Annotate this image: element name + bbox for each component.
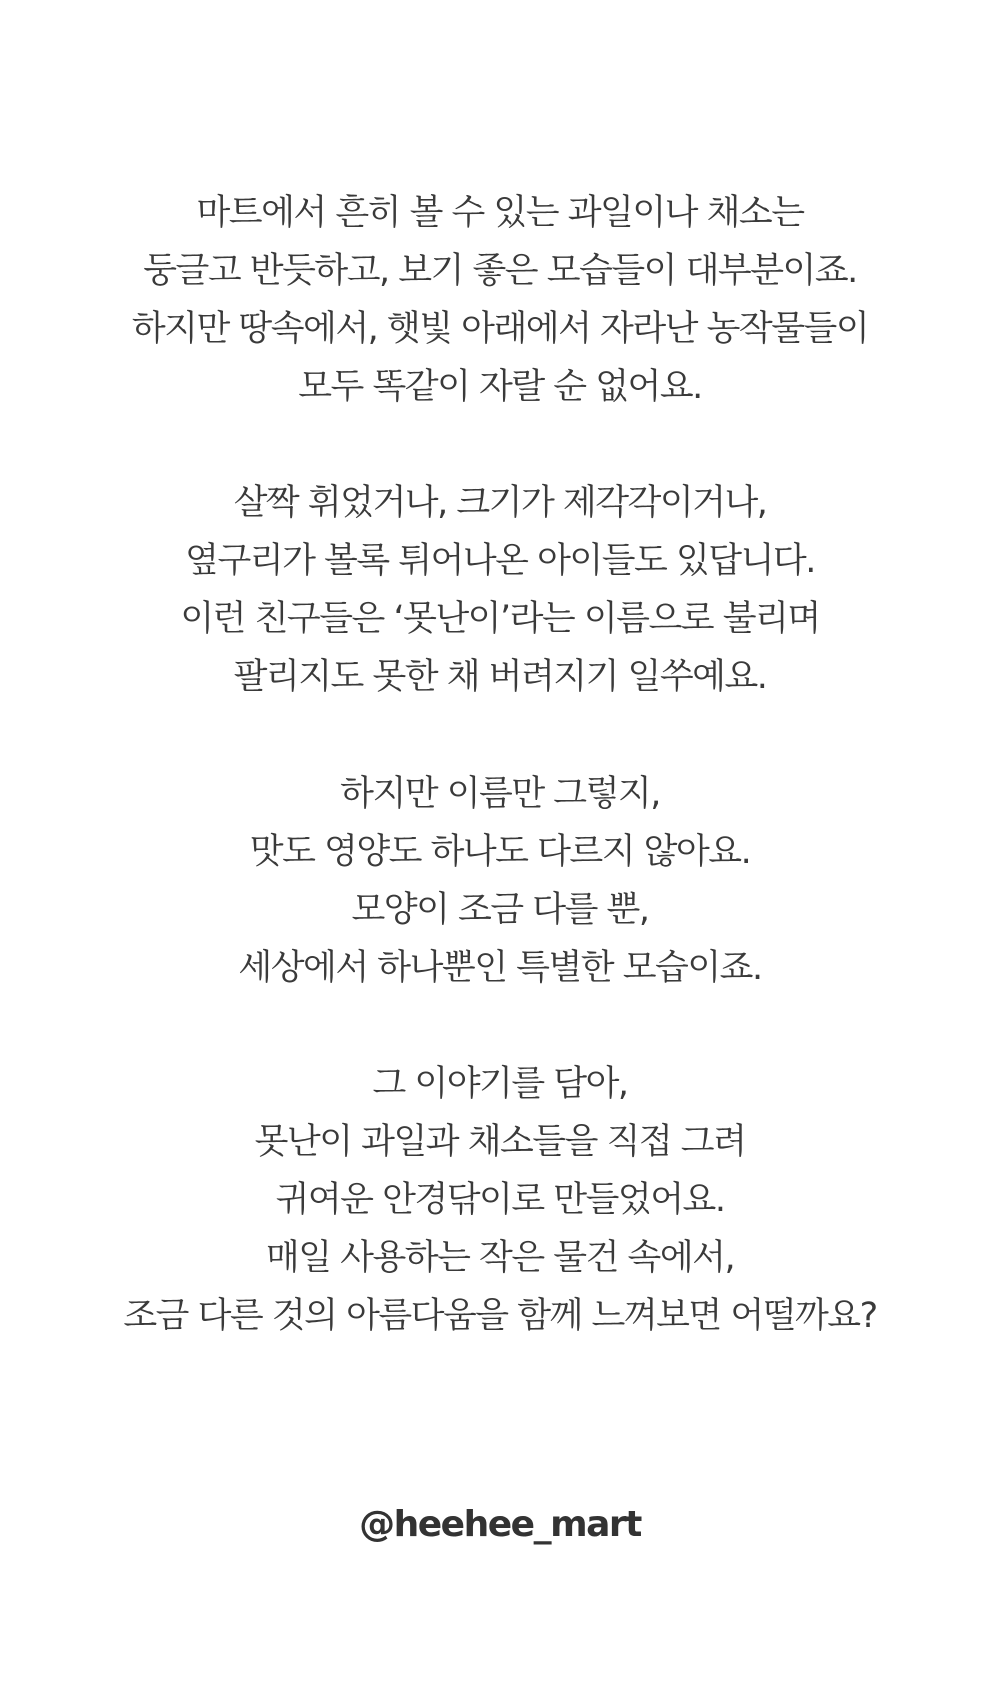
text-line: 세상에서 하나뿐인 특별한 모습이죠. [238, 948, 762, 988]
text-line: 옆구리가 볼록 튀어나온 아이들도 있답니다. [185, 541, 815, 581]
brand-handle: @heehee_mart [359, 1504, 641, 1545]
text-line: 하지만 땅속에서, 햇빛 아래에서 자라난 농작물들이 [131, 309, 869, 349]
paragraph-same-taste [0, 765, 1000, 997]
text-line: 조금 다른 것의 아름다움을 함께 느껴보면 어떨까요? [123, 1296, 877, 1336]
text-line: 둥글고 반듯하고, 보기 좋은 모습들이 대부분이죠. [143, 251, 857, 291]
paragraph-ugly-produce [0, 474, 1000, 706]
text-line: 매일 사용하는 작은 물건 속에서, [265, 1238, 735, 1278]
text-line: 모두 똑같이 자랄 순 없어요. [298, 367, 702, 407]
text-line: 귀여운 안경닦이로 만들었어요. [275, 1180, 725, 1220]
text-line: 이런 친구들은 ‘못난이’라는 이름으로 불리며 [180, 599, 820, 639]
paragraph-product-story [0, 1055, 1000, 1345]
text-line: 맛도 영양도 하나도 다르지 않아요. [249, 832, 751, 872]
text-line: 마트에서 흔히 볼 수 있는 과일이나 채소는 [196, 193, 804, 233]
text-line: 못난이 과일과 채소들을 직접 그려 [254, 1122, 746, 1162]
text-line: 팔리지도 못한 채 버려지기 일쑤예요. [233, 657, 767, 697]
text-line: 그 이야기를 담아, [372, 1064, 628, 1104]
paragraph-intro [0, 184, 1000, 416]
text-line: 하지만 이름만 그렇지, [340, 774, 660, 814]
text-line: 살짝 휘었거나, 크기가 제각각이거나, [233, 483, 767, 523]
text-line: 모양이 조금 다를 뿐, [351, 890, 649, 930]
